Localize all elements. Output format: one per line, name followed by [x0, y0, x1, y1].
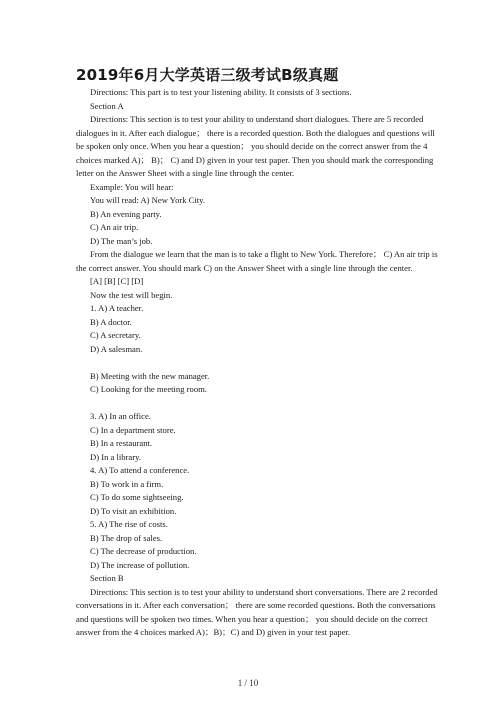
document-title: 2019年6月大学英语三级考试B级真题: [76, 66, 339, 84]
text-line: D) To visit an exhibition.: [90, 505, 177, 516]
text-line: D) A salesman.: [90, 343, 143, 354]
text-line: 4. A) To attend a conference.: [90, 465, 190, 475]
text-line: [A] [B] [C] [D]: [90, 276, 144, 286]
text-line: B) An evening party.: [90, 208, 162, 219]
text-line: B) To work in a firm.: [90, 478, 164, 489]
text-line: 3. A) In an office.: [90, 411, 151, 421]
text-line: D) The increase of pollution.: [90, 559, 190, 570]
text-line: C) An air trip.: [90, 222, 139, 232]
text-line: D) In a library.: [90, 451, 141, 462]
text-line: Directions: This part is to test your listening ability. It consists of 3 sections.: [90, 87, 352, 97]
text-line: Directions: This section is to test your ability to understand short dialogues. There are 5 recorded dialogues in it. After each dialogue； there is a recorded question. Both the dialogues and questions will be spoken only once. When you hear a question； you should decide on the correct answer from the 4 choices marked A)； B)； C) and D) given in your test paper. Then you should mark the corresponding letter on the Answer Sheet with a single line through the center.: [76, 114, 435, 178]
text-line: B) Meeting with the new manager.: [90, 370, 210, 381]
text-line: Directions: This section is to test your ability to understand short conversations. There are 2 recorded conversations in it. After each conversation； there are some recorded questions. Both the conversations and questions will be spoken two times. When you hear a question； you should decide on the correct answer from the 4 choices marked A)；B)；C) and D) given in your test paper.: [76, 586, 438, 637]
text-line: C) A secretary.: [90, 330, 141, 340]
text-line: 1. A) A teacher.: [90, 303, 144, 313]
text-line: C) To do some sightseeing.: [90, 492, 184, 502]
text-line: D) The man’s job.: [90, 235, 153, 246]
document-body: [76, 86, 440, 640]
text-line: From the dialogue we learn that the man is to take a flight to New York. Therefore； C) An air trip is the correct answer. You should mark C) on the Answer Sheet with a single line through the center.: [76, 249, 438, 273]
text-line: Section A: [90, 100, 124, 111]
text-line: C) Looking for the meeting room.: [90, 384, 207, 394]
text-line: B) In a restaurant.: [90, 438, 153, 448]
text-line: C) In a department store.: [90, 424, 176, 435]
blank-line: [76, 397, 440, 411]
text-line: Section B: [90, 573, 124, 583]
blank-line: [76, 356, 440, 370]
text-line: Example: You will hear:: [90, 181, 174, 192]
text-line: 5. A) The rise of costs.: [90, 519, 168, 529]
text-line: C) The decrease of production.: [90, 546, 197, 556]
text-line: B) The drop of sales.: [90, 532, 163, 543]
text-line: You will read: A) New York City.: [90, 195, 206, 205]
page-number: 1 / 10: [237, 678, 259, 688]
text-line: Now the test will begin.: [90, 289, 173, 300]
text-line: B) A doctor.: [90, 316, 132, 327]
